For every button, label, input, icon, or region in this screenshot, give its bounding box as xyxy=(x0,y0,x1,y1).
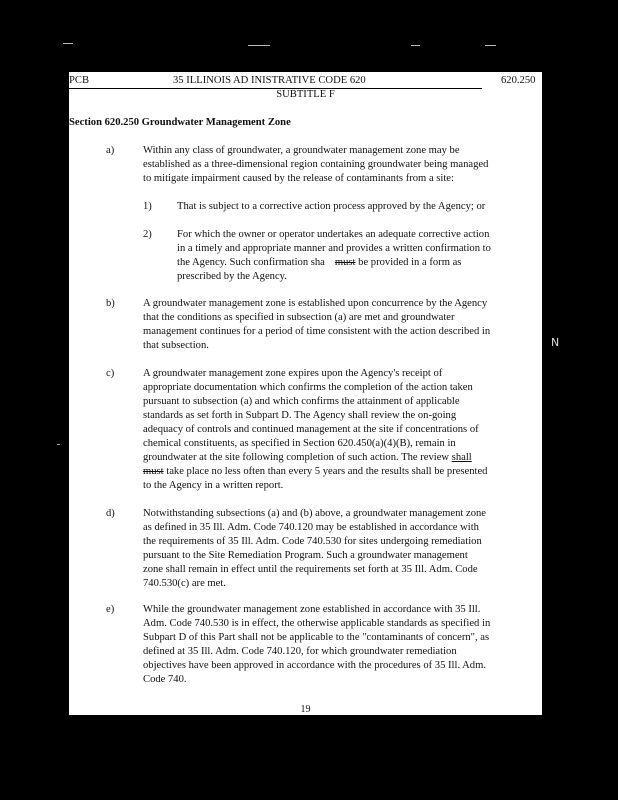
section-title: Section 620.250 Groundwater Management Zone xyxy=(69,117,291,128)
page-number: 19 xyxy=(300,704,311,715)
header-left: PCB xyxy=(69,75,90,86)
header-right: 620.250 xyxy=(501,75,536,86)
subsection-label: c) xyxy=(106,368,115,379)
item-label: 1) xyxy=(143,201,152,212)
inserted-word: shall xyxy=(451,452,472,463)
subsection-label: e) xyxy=(106,604,115,615)
scan-mark xyxy=(248,45,270,46)
subsection-label: d) xyxy=(106,508,115,519)
item-label: 2) xyxy=(143,229,152,240)
subsection-text: Notwithstanding subsections (a) and (b) above, a groundwater management zone as defined in 35 Ill. Adm. Code 740.120 may be established in accordance with the requirements of 35 Ill. Adm. Code 740.530 for sites undergoing remediation pursuant to the Site Remediation Program. Such a groundwater management zone shall remain in effect until the requirements set forth at 35 Ill. Adm. Code 740.530(c) are met. xyxy=(143,508,487,589)
subsection-label: b) xyxy=(106,298,115,309)
item-text: That is subject to a corrective action process approved by the Agency; or xyxy=(177,201,486,212)
struck-word: must xyxy=(334,257,356,268)
subsection-label: a) xyxy=(106,145,115,156)
subsection-text: A groundwater management zone expires upon the Agency's receipt of appropriate documentation which confirms the completion of the action taken pursuant to subsection (a) and which confirms the attainment of applicable standards as set forth in Subpart D. The Agency shall review the on-going adequacy of controls and continued management at the site if concentrations of chemical constituents, as specified in Section 620.450(a)(4)(B), remain in groundwater at the site following completion of such action. The review shall must take place no less often than every 5 years and the results shall be presented to the Agency in a written report. xyxy=(143,368,488,491)
struck-word: must xyxy=(143,466,164,477)
scan-mark xyxy=(485,45,496,46)
subsection-text: Within any class of groundwater, a groundwater management zone may be established as a three-dimensional region containing groundwater being managed to mitigate impairment caused by the release of contaminants from a site: xyxy=(143,145,489,184)
scan-mark xyxy=(411,45,420,46)
header-subtitle: SUBTITLE F xyxy=(276,89,335,100)
header-center: 35 ILLINOIS AD INISTRATIVE CODE 620 xyxy=(173,75,366,86)
item-text: For which the owner or operator undertakes an adequate corrective action in a timely and appropriate manner and provides a written confirmation to the Agency. Such confirmation sha must be provided in a form as prescribed by the Agency. xyxy=(177,229,491,282)
subsection-text: A groundwater management zone is established upon concurrence by the Agency that the conditions as specified in subsection (a) are met and groundwater management continues for a period of time consistent with the action described in that subsection. xyxy=(143,298,491,351)
running-header xyxy=(69,74,542,88)
scan-mark xyxy=(57,444,60,445)
document-page xyxy=(69,72,542,715)
side-margin-mark: N xyxy=(551,336,560,349)
scan-mark xyxy=(63,43,73,44)
subsection-text: While the groundwater management zone established in accordance with 35 Ill. Adm. Code 740.530 is in effect, the otherwise applicable standards as specified in Subpart D of this Part shall not be applicable to the "contaminants of concern", as defined at 35 Ill. Adm. Code 740.120, for which groundwater remediation objectives have been approved in accordance with the procedures of 35 Ill. Adm. Code 740. xyxy=(143,604,491,685)
